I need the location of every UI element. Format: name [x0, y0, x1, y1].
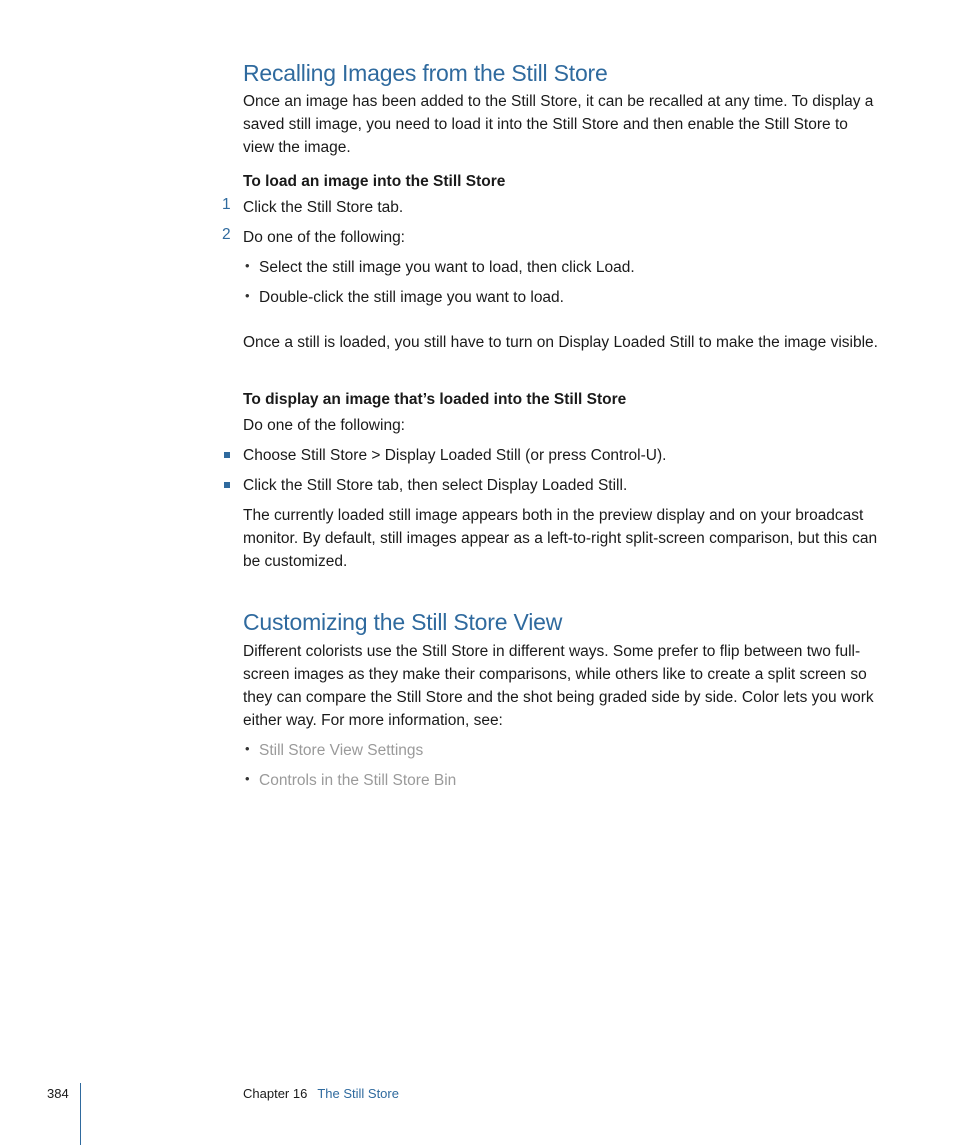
- task-title-load: To load an image into the Still Store: [243, 173, 506, 190]
- page-number: 384: [47, 1086, 69, 1101]
- link-controls-still-store-bin[interactable]: Controls in the Still Store Bin: [259, 772, 457, 789]
- square-bullet-icon: [224, 452, 230, 458]
- list-item: Double-click the still image you want to load.: [259, 289, 564, 306]
- step-number: 1: [222, 196, 231, 213]
- task2-lead: Do one of the following:: [243, 417, 405, 434]
- footer-divider: [80, 1083, 81, 1145]
- task-title-display: To display an image that’s loaded into the Still Store: [243, 391, 627, 408]
- section-heading-recalling: Recalling Images from the Still Store: [243, 60, 608, 86]
- list-item: Click the Still Store tab, then select Display Loaded Still.: [243, 477, 628, 494]
- section1-intro: Once an image has been added to the Still Store, it can be recalled at any time. To display a saved still image, you need to load it into the Still Store and then enable the Still Store to view the image.: [243, 93, 874, 156]
- list-item: Choose Still Store > Display Loaded Still (or press Control-U).: [243, 447, 667, 464]
- task1-note: Once a still is loaded, you still have to turn on Display Loaded Still to make the image visible.: [243, 334, 878, 351]
- step-text: Do one of the following:: [243, 229, 405, 246]
- step-number: 2: [222, 226, 231, 243]
- list-item: Select the still image you want to load, then click Load.: [259, 259, 635, 276]
- chapter-label: Chapter 16: [243, 1086, 308, 1101]
- section-heading-customizing: Customizing the Still Store View: [243, 609, 563, 635]
- section2-intro: Different colorists use the Still Store in different ways. Some prefer to flip between two full-screen images as they make their comparisons, while others like to create a split screen so they can compare the Still Store and the shot being graded side by side. Color lets you work either way. For more information, see:: [243, 643, 874, 729]
- step-text: Click the Still Store tab.: [243, 199, 404, 216]
- bullet-dot: •: [245, 258, 250, 273]
- footer-chapter: [243, 1086, 399, 1101]
- chapter-title: The Still Store: [317, 1086, 399, 1101]
- link-still-store-view-settings[interactable]: Still Store View Settings: [259, 742, 424, 759]
- square-bullet-icon: [224, 482, 230, 488]
- bullet-dot: •: [245, 741, 250, 756]
- bullet-dot: •: [245, 288, 250, 303]
- bullet-dot: •: [245, 771, 250, 786]
- task2-result: The currently loaded still image appears both in the preview display and on your broadcast monitor. By default, still images appear as a left-to-right split-screen comparison, but this can be customized.: [243, 507, 878, 570]
